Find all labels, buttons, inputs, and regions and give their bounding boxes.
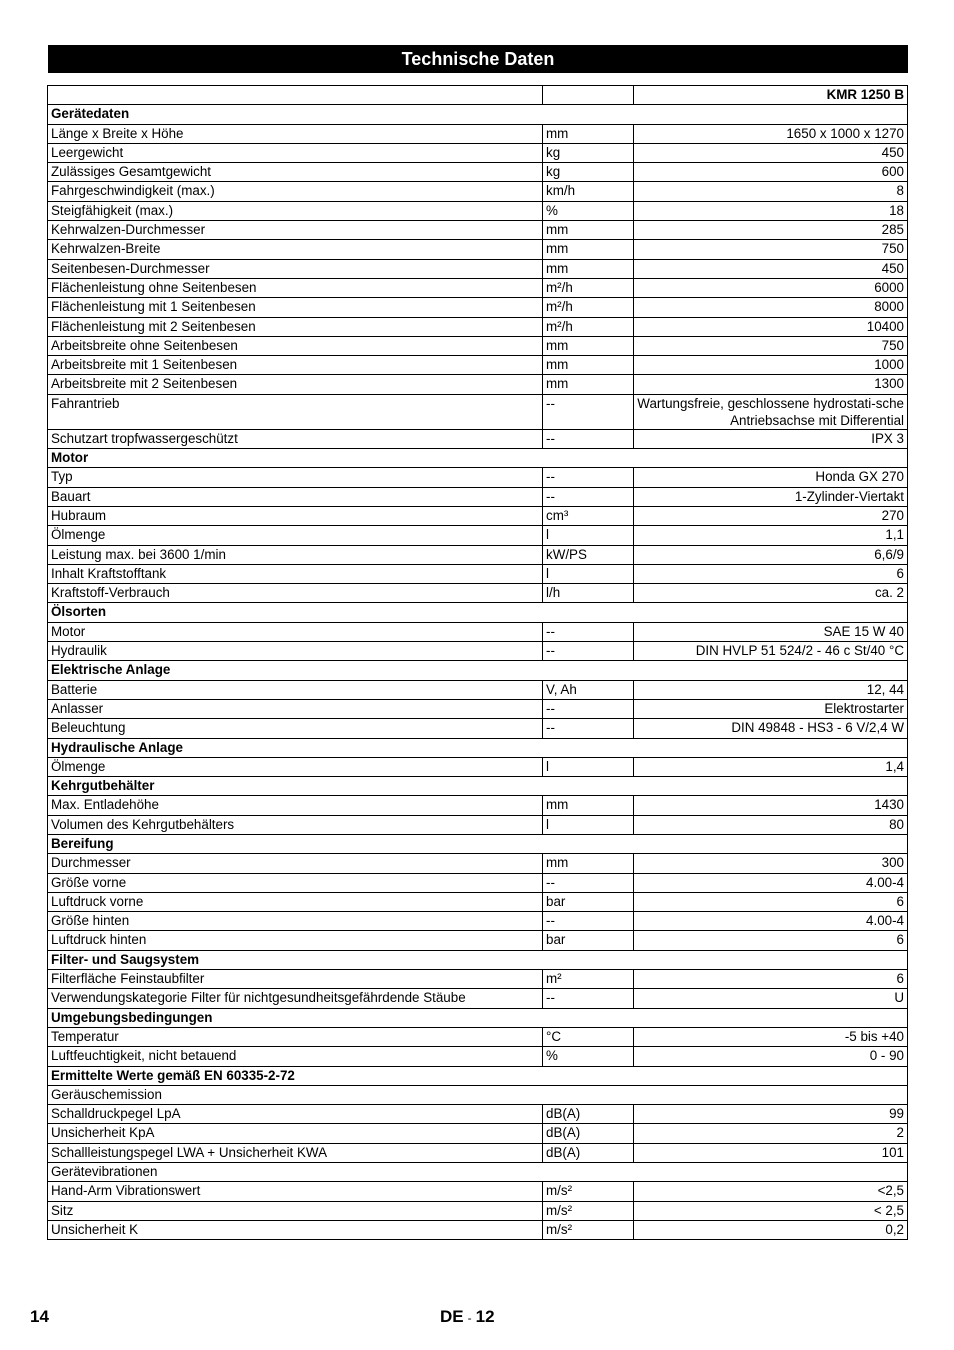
table-row xyxy=(48,545,908,564)
section-title: Gerätedaten xyxy=(48,105,908,124)
spec-value: 270 xyxy=(634,506,908,525)
subheading-label: Gerätevibrationen xyxy=(48,1163,908,1182)
header-empty-label xyxy=(48,86,543,105)
model-name: KMR 1250 B xyxy=(634,86,908,105)
section-title: Ermittelte Werte gemäß EN 60335-2-72 xyxy=(48,1066,908,1085)
section-heading-row xyxy=(48,661,908,680)
section-title: Filter- und Saugsystem xyxy=(48,950,908,969)
spec-value: -5 bis +40 xyxy=(634,1027,908,1046)
spec-unit: m/s² xyxy=(543,1220,634,1239)
page-number: 14 xyxy=(30,1307,49,1326)
spec-label: Temperatur xyxy=(48,1027,543,1046)
spec-value: 1650 x 1000 x 1270 xyxy=(634,124,908,143)
table-header-row xyxy=(48,86,908,105)
table-row xyxy=(48,429,908,448)
spec-unit: bar xyxy=(543,931,634,950)
spec-label: Luftfeuchtigkeit, nicht betauend xyxy=(48,1047,543,1066)
spec-unit: mm xyxy=(543,796,634,815)
spec-unit: -- xyxy=(543,719,634,738)
spec-value: 750 xyxy=(634,336,908,355)
spec-value: U xyxy=(634,989,908,1008)
table-row xyxy=(48,1105,908,1124)
language-code: DE xyxy=(440,1307,464,1326)
spec-label: Ölmenge xyxy=(48,526,543,545)
spec-value: 1000 xyxy=(634,356,908,375)
table-row xyxy=(48,259,908,278)
spec-value: 450 xyxy=(634,143,908,162)
spec-unit: m²/h xyxy=(543,317,634,336)
table-row xyxy=(48,506,908,525)
spec-unit: % xyxy=(543,1047,634,1066)
spec-value: 300 xyxy=(634,854,908,873)
spec-value: Elektrostarter xyxy=(634,699,908,718)
spec-value: 8 xyxy=(634,182,908,201)
spec-value: 101 xyxy=(634,1143,908,1162)
spec-label: Anlasser xyxy=(48,699,543,718)
section-heading-row xyxy=(48,834,908,853)
spec-value: Honda GX 270 xyxy=(634,468,908,487)
section-heading-row xyxy=(48,449,908,468)
table-row xyxy=(48,699,908,718)
spec-label: Typ xyxy=(48,468,543,487)
spec-label: Fahrantrieb xyxy=(48,394,543,429)
spec-label: Kehrwalzen-Breite xyxy=(48,240,543,259)
spec-value: 6000 xyxy=(634,278,908,297)
spec-value: 0,2 xyxy=(634,1220,908,1239)
spec-unit: dB(A) xyxy=(543,1124,634,1143)
table-row xyxy=(48,526,908,545)
spec-unit: -- xyxy=(543,989,634,1008)
table-row xyxy=(48,1124,908,1143)
spec-label: Beleuchtung xyxy=(48,719,543,738)
spec-label: Filterfläche Feinstaubfilter xyxy=(48,970,543,989)
spec-label: Verwendungskategorie Filter für nichtgesundheitsgefährdende Stäube xyxy=(48,989,543,1008)
table-row xyxy=(48,221,908,240)
spec-unit: dB(A) xyxy=(543,1143,634,1162)
table-row xyxy=(48,298,908,317)
spec-label: Unsicherheit KpA xyxy=(48,1124,543,1143)
spec-unit: mm xyxy=(543,240,634,259)
spec-label: Durchmesser xyxy=(48,854,543,873)
spec-label: Seitenbesen-Durchmesser xyxy=(48,259,543,278)
spec-value: 6 xyxy=(634,564,908,583)
spec-unit: -- xyxy=(543,429,634,448)
table-row xyxy=(48,642,908,661)
spec-value: 4.00-4 xyxy=(634,873,908,892)
table-row xyxy=(48,912,908,931)
spec-label: Schutzart tropfwassergeschützt xyxy=(48,429,543,448)
spec-unit: mm xyxy=(543,221,634,240)
spec-unit: -- xyxy=(543,622,634,641)
spec-value: SAE 15 W 40 xyxy=(634,622,908,641)
table-row xyxy=(48,796,908,815)
section-title: Bereifung xyxy=(48,834,908,853)
table-row xyxy=(48,1047,908,1066)
section-page-number: 12 xyxy=(475,1307,495,1326)
spec-value: ca. 2 xyxy=(634,584,908,603)
table-row xyxy=(48,1143,908,1162)
spec-value: <2,5 xyxy=(634,1182,908,1201)
spec-value: 4.00-4 xyxy=(634,912,908,931)
spec-unit: mm xyxy=(543,854,634,873)
spec-value: 450 xyxy=(634,259,908,278)
spec-unit: °C xyxy=(543,1027,634,1046)
spec-unit: -- xyxy=(543,873,634,892)
spec-label: Ölmenge xyxy=(48,757,543,776)
spec-value: 1,1 xyxy=(634,526,908,545)
section-heading-row xyxy=(48,603,908,622)
spec-label: Inhalt Kraftstofftank xyxy=(48,564,543,583)
spec-label: Batterie xyxy=(48,680,543,699)
table-row xyxy=(48,394,908,429)
table-row xyxy=(48,336,908,355)
spec-label: Länge x Breite x Höhe xyxy=(48,124,543,143)
spec-unit: kW/PS xyxy=(543,545,634,564)
spec-label: Arbeitsbreite mit 2 Seitenbesen xyxy=(48,375,543,394)
section-heading-row xyxy=(48,1008,908,1027)
section-title: Umgebungsbedingungen xyxy=(48,1008,908,1027)
table-row xyxy=(48,240,908,259)
section-title: Elektrische Anlage xyxy=(48,661,908,680)
table-row xyxy=(48,680,908,699)
spec-unit: -- xyxy=(543,468,634,487)
spec-unit: l xyxy=(543,757,634,776)
spec-label: Schallleistungspegel LWA + Unsicherheit KWA xyxy=(48,1143,543,1162)
table-row xyxy=(48,356,908,375)
section-heading-row xyxy=(48,950,908,969)
section-title: Hydraulische Anlage xyxy=(48,738,908,757)
spec-value: DIN HVLP 51 524/2 - 46 c St/40 °C xyxy=(634,642,908,661)
spec-value: 285 xyxy=(634,221,908,240)
table-row xyxy=(48,1220,908,1239)
spec-label: Arbeitsbreite ohne Seitenbesen xyxy=(48,336,543,355)
section-heading-row xyxy=(48,777,908,796)
spec-unit: mm xyxy=(543,375,634,394)
table-row xyxy=(48,468,908,487)
spec-value: 18 xyxy=(634,201,908,220)
spec-unit: % xyxy=(543,201,634,220)
table-row xyxy=(48,719,908,738)
table-row xyxy=(48,375,908,394)
spec-unit: m²/h xyxy=(543,298,634,317)
spec-label: Arbeitsbreite mit 1 Seitenbesen xyxy=(48,356,543,375)
spec-label: Flächenleistung ohne Seitenbesen xyxy=(48,278,543,297)
table-row xyxy=(48,757,908,776)
spec-value: 99 xyxy=(634,1105,908,1124)
spec-value: 6 xyxy=(634,970,908,989)
spec-label: Schalldruckpegel LpA xyxy=(48,1105,543,1124)
spec-unit: kg xyxy=(543,143,634,162)
spec-value: 80 xyxy=(634,815,908,834)
section-heading-row xyxy=(48,105,908,124)
spec-value: 600 xyxy=(634,163,908,182)
spec-unit: l xyxy=(543,564,634,583)
spec-unit: mm xyxy=(543,336,634,355)
spec-value: 1,4 xyxy=(634,757,908,776)
spec-unit: m²/h xyxy=(543,278,634,297)
spec-unit: l xyxy=(543,526,634,545)
spec-unit: dB(A) xyxy=(543,1105,634,1124)
spec-value: 6 xyxy=(634,931,908,950)
spec-label: Volumen des Kehrgutbehälters xyxy=(48,815,543,834)
spec-label: Flächenleistung mit 2 Seitenbesen xyxy=(48,317,543,336)
spec-label: Kehrwalzen-Durchmesser xyxy=(48,221,543,240)
spec-value: 2 xyxy=(634,1124,908,1143)
spec-unit: V, Ah xyxy=(543,680,634,699)
section-title: Ölsorten xyxy=(48,603,908,622)
spec-value: 0 - 90 xyxy=(634,1047,908,1066)
spec-label: Hydraulik xyxy=(48,642,543,661)
table-row xyxy=(48,182,908,201)
spec-unit: kg xyxy=(543,163,634,182)
spec-value: 750 xyxy=(634,240,908,259)
table-row xyxy=(48,989,908,1008)
table-row xyxy=(48,815,908,834)
table-row xyxy=(48,892,908,911)
spec-label: Motor xyxy=(48,622,543,641)
spec-value: 6 xyxy=(634,892,908,911)
spec-label: Luftdruck vorne xyxy=(48,892,543,911)
spec-unit: km/h xyxy=(543,182,634,201)
subheading-label: Geräuschemission xyxy=(48,1085,908,1104)
spec-value: 10400 xyxy=(634,317,908,336)
table-row xyxy=(48,278,908,297)
spec-value: 6,6/9 xyxy=(634,545,908,564)
spec-value: 12, 44 xyxy=(634,680,908,699)
header-empty-unit xyxy=(543,86,634,105)
spec-value: Wartungsfreie, geschlossene hydrostati-sche Antriebsachse mit Differential xyxy=(634,394,908,429)
spec-unit: -- xyxy=(543,699,634,718)
page-reference xyxy=(440,1307,495,1327)
subheading-row xyxy=(48,1085,908,1104)
table-row xyxy=(48,622,908,641)
page-title: Technische Daten xyxy=(48,45,908,73)
spec-label: Fahrgeschwindigkeit (max.) xyxy=(48,182,543,201)
section-title: Kehrgutbehälter xyxy=(48,777,908,796)
table-row xyxy=(48,143,908,162)
spec-label: Leergewicht xyxy=(48,143,543,162)
spec-unit: l/h xyxy=(543,584,634,603)
spec-label: Leistung max. bei 3600 1/min xyxy=(48,545,543,564)
technical-data-table xyxy=(47,85,908,1240)
spec-label: Größe hinten xyxy=(48,912,543,931)
table-row xyxy=(48,487,908,506)
spec-label: Steigfähigkeit (max.) xyxy=(48,201,543,220)
spec-label: Kraftstoff-Verbrauch xyxy=(48,584,543,603)
spec-value: 1300 xyxy=(634,375,908,394)
spec-unit: -- xyxy=(543,394,634,429)
spec-label: Hubraum xyxy=(48,506,543,525)
spec-unit: mm xyxy=(543,356,634,375)
table-row xyxy=(48,564,908,583)
spec-label: Unsicherheit K xyxy=(48,1220,543,1239)
spec-unit: -- xyxy=(543,642,634,661)
spec-unit: m² xyxy=(543,970,634,989)
table-row xyxy=(48,970,908,989)
table-row xyxy=(48,584,908,603)
table-row xyxy=(48,1027,908,1046)
table-row xyxy=(48,873,908,892)
section-title: Motor xyxy=(48,449,908,468)
spec-unit: bar xyxy=(543,892,634,911)
table-row xyxy=(48,201,908,220)
spec-unit: m/s² xyxy=(543,1201,634,1220)
table-row xyxy=(48,931,908,950)
section-heading-row xyxy=(48,738,908,757)
table-row xyxy=(48,124,908,143)
spec-label: Bauart xyxy=(48,487,543,506)
spec-label: Sitz xyxy=(48,1201,543,1220)
spec-label: Zulässiges Gesamtgewicht xyxy=(48,163,543,182)
subheading-row xyxy=(48,1163,908,1182)
section-heading-row xyxy=(48,1066,908,1085)
spec-value: 8000 xyxy=(634,298,908,317)
table-row xyxy=(48,317,908,336)
spec-unit: l xyxy=(543,815,634,834)
table-row xyxy=(48,1182,908,1201)
spec-unit: m/s² xyxy=(543,1182,634,1201)
spec-label: Größe vorne xyxy=(48,873,543,892)
spec-unit: cm³ xyxy=(543,506,634,525)
page-reference-separator: - xyxy=(467,1311,472,1325)
spec-label: Max. Entladehöhe xyxy=(48,796,543,815)
spec-unit: -- xyxy=(543,912,634,931)
table-row xyxy=(48,1201,908,1220)
table-row xyxy=(48,163,908,182)
spec-unit: mm xyxy=(543,259,634,278)
spec-label: Flächenleistung mit 1 Seitenbesen xyxy=(48,298,543,317)
table-row xyxy=(48,854,908,873)
spec-value: 1-Zylinder-Viertakt xyxy=(634,487,908,506)
spec-label: Hand-Arm Vibrationswert xyxy=(48,1182,543,1201)
spec-value: IPX 3 xyxy=(634,429,908,448)
spec-value: 1430 xyxy=(634,796,908,815)
spec-value: < 2,5 xyxy=(634,1201,908,1220)
spec-label: Luftdruck hinten xyxy=(48,931,543,950)
spec-unit: mm xyxy=(543,124,634,143)
spec-unit: -- xyxy=(543,487,634,506)
spec-value: DIN 49848 - HS3 - 6 V/2,4 W xyxy=(634,719,908,738)
